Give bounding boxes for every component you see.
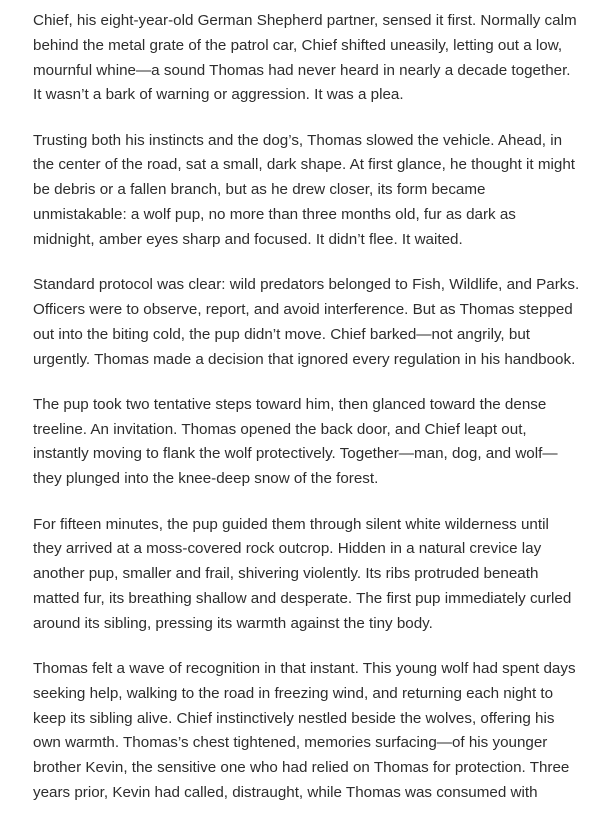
- article-body: [33, 9, 581, 826]
- paragraph-4: The pup took two tentative steps toward him, then glanced toward the dense treeline. An invitation. Thomas opened the back door, and Chief leapt out, instantly moving to flank the wolf protectively. Together—man, dog, and wolf—they plunged into the knee-deep snow of the forest.: [33, 395, 558, 488]
- paragraph-5: For fifteen minutes, the pup guided them through silent white wilderness until they arrived at a moss-covered rock outcrop. Hidden in a natural crevice lay another pup, smaller and frail, shivering violently. Its ribs protruded beneath matted fur, its breathing shallow and desperate. The first pup immediately curled around its sibling, pressing its warmth against the tiny body.: [33, 515, 572, 632]
- paragraph-3: Standard protocol was clear: wild predators belonged to Fish, Wildlife, and Parks. Officers were to observe, report, and avoid interference. But as Thomas stepped out into the biting cold, the pup didn’t move. Chief barked—not angrily, but urgently. Thomas made a decision that ignored every regulation in his handbook.: [33, 276, 580, 368]
- paragraph-1: Chief, his eight-year-old German Shepherd partner, sensed it first. Normally calm behind the metal grate of the patrol car, Chief shifted uneasily, letting out a low, mournful whine—a sound Thomas had never heard in nearly a decade together. It wasn’t a bark of warning or aggression. It was a plea.: [33, 12, 577, 104]
- paragraph-2: Trusting both his instincts and the dog’s, Thomas slowed the vehicle. Ahead, in the center of the road, sat a small, dark shape. At first glance, he thought it might be debris or a fallen branch, but as he drew closer, its form became unmistakable: a wolf pup, no more than three months old, fur as dark as midnight, amber eyes sharp and focused. It didn’t flee. It waited.: [33, 131, 575, 248]
- paragraph-6: Thomas felt a wave of recognition in that instant. This young wolf had spent days seeking help, walking to the road in freezing wind, and returning each night to keep its sibling alive. Chief instinctively nestled beside the wolves, offering his own warmth. Thomas’s chest tightened, memories surfacing—of his younger brother Kevin, the sensitive one who had relied on Thomas for protection. Three years prior, Kevin had called, distraught, while Thomas was consumed with: [33, 660, 576, 802]
